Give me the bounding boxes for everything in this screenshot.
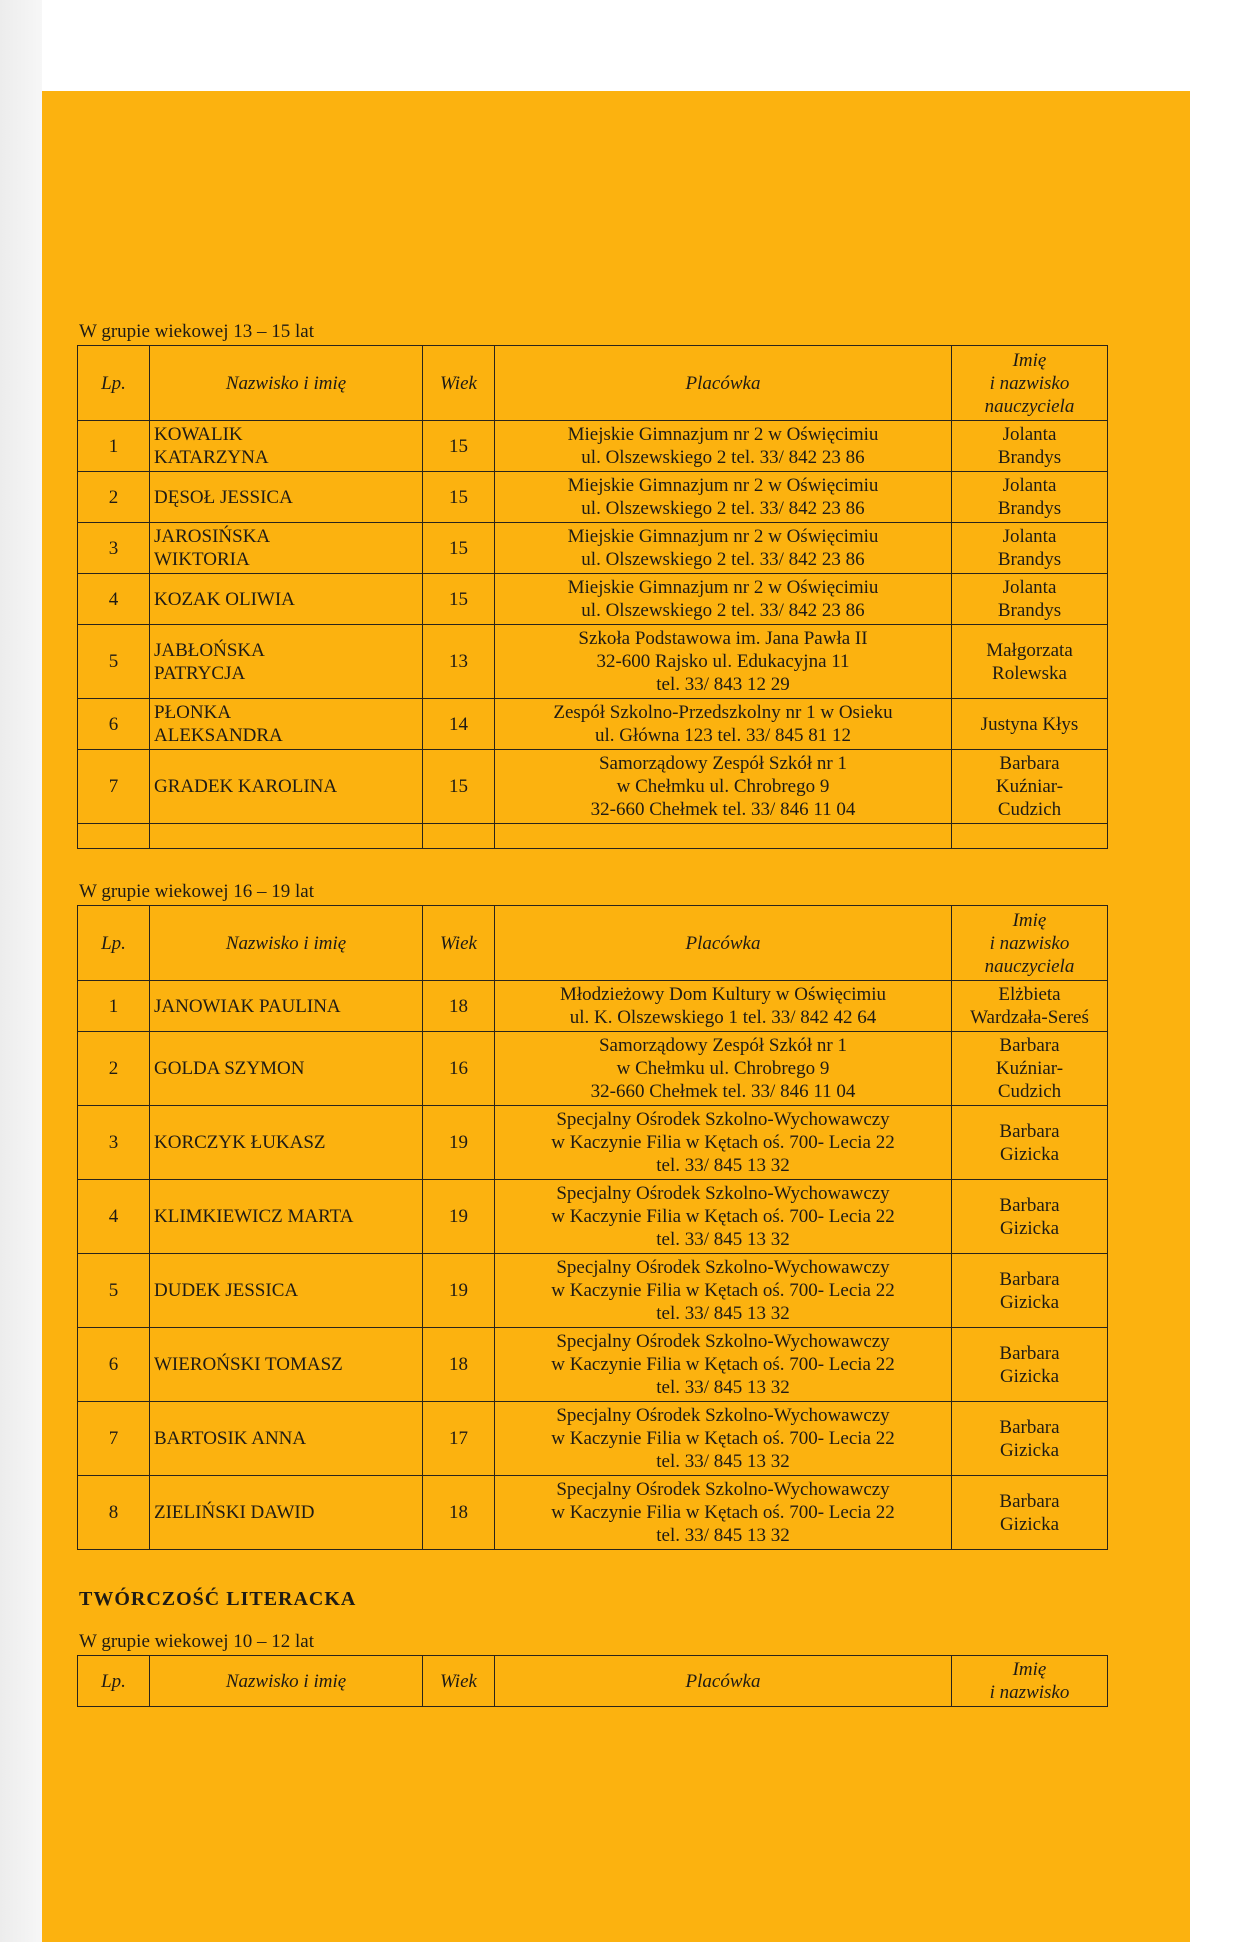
cell-teacher: Barbara Gizicka [952, 1254, 1108, 1328]
cell-teacher: Barbara Gizicka [952, 1476, 1108, 1550]
cell-lp: 6 [78, 1328, 150, 1402]
cell-age: 19 [423, 1106, 495, 1180]
cell-name: ZIELIŃSKI DAWID [150, 1476, 423, 1550]
header-lp: Lp. [78, 906, 150, 981]
empty-cell [423, 824, 495, 849]
cell-name: DUDEK JESSICA [150, 1254, 423, 1328]
table-header-row [78, 1656, 1108, 1707]
cell-lp: 1 [78, 981, 150, 1032]
cell-teacher: Jolanta Brandys [952, 523, 1108, 574]
table-row [78, 1254, 1108, 1328]
table-row [78, 1476, 1108, 1550]
cell-lp: 2 [78, 472, 150, 523]
cell-name: JAROSIŃSKA WIKTORIA [150, 523, 423, 574]
cell-age: 19 [423, 1180, 495, 1254]
table-row [78, 1180, 1108, 1254]
cell-name: KOWALIK KATARZYNA [150, 421, 423, 472]
cell-school: Specjalny Ośrodek Szkolno-Wychowawczy w Kaczynie Filia w Kętach oś. 700- Lecia 22 tel. 33/ 845 13 32 [495, 1106, 952, 1180]
empty-cell [78, 824, 150, 849]
cell-lp: 7 [78, 1402, 150, 1476]
group1-rows [78, 421, 1108, 849]
cell-lp: 8 [78, 1476, 150, 1550]
cell-age: 19 [423, 1254, 495, 1328]
cell-teacher: Barbara Gizicka [952, 1402, 1108, 1476]
cell-name: DĘSOŁ JESSICA [150, 472, 423, 523]
cell-age: 18 [423, 981, 495, 1032]
table-row [78, 574, 1108, 625]
empty-cell [495, 824, 952, 849]
cell-teacher: Jolanta Brandys [952, 472, 1108, 523]
cell-age: 15 [423, 523, 495, 574]
cell-school: Samorządowy Zespół Szkół nr 1 w Chełmku ul. Chrobrego 9 32-660 Chełmek tel. 33/ 846 11 04 [495, 750, 952, 824]
empty-cell [952, 824, 1108, 849]
header-school: Placówka [495, 1656, 952, 1707]
cell-name: JABŁOŃSKA PATRYCJA [150, 625, 423, 699]
cell-lp: 7 [78, 750, 150, 824]
cell-teacher: Justyna Kłys [952, 699, 1108, 750]
cell-school: Miejskie Gimnazjum nr 2 w Oświęcimiu ul. Olszewskiego 2 tel. 33/ 842 23 86 [495, 574, 952, 625]
cell-school: Miejskie Gimnazjum nr 2 w Oświęcimiu ul. Olszewskiego 2 tel. 33/ 842 23 86 [495, 472, 952, 523]
cell-lp: 5 [78, 625, 150, 699]
cell-name: BARTOSIK ANNA [150, 1402, 423, 1476]
table-row [78, 1328, 1108, 1402]
header-school: Placówka [495, 906, 952, 981]
cell-school: Specjalny Ośrodek Szkolno-Wychowawczy w Kaczynie Filia w Kętach oś. 700- Lecia 22 tel. 33/ 845 13 32 [495, 1402, 952, 1476]
cell-lp: 3 [78, 1106, 150, 1180]
table-row [78, 1402, 1108, 1476]
cell-name: GRADEK KAROLINA [150, 750, 423, 824]
table-row [78, 750, 1108, 824]
cell-name: WIEROŃSKI TOMASZ [150, 1328, 423, 1402]
cell-lp: 3 [78, 523, 150, 574]
cell-lp: 5 [78, 1254, 150, 1328]
cell-age: 15 [423, 574, 495, 625]
group2-rows [78, 981, 1108, 1550]
header-name: Nazwisko i imię [150, 1656, 423, 1707]
cell-school: Miejskie Gimnazjum nr 2 w Oświęcimiu ul. Olszewskiego 2 tel. 33/ 842 23 86 [495, 523, 952, 574]
cell-school: Szkoła Podstawowa im. Jana Pawła II 32-600 Rajsko ul. Edukacyjna 11 tel. 33/ 843 12 29 [495, 625, 952, 699]
header-name: Nazwisko i imię [150, 906, 423, 981]
cell-age: 18 [423, 1476, 495, 1550]
cell-lp: 4 [78, 1180, 150, 1254]
header-teacher: Imię i nazwisko nauczyciela [952, 346, 1108, 421]
cell-teacher: Barbara Gizicka [952, 1180, 1108, 1254]
cell-teacher: Barbara Gizicka [952, 1328, 1108, 1402]
cell-teacher: Jolanta Brandys [952, 421, 1108, 472]
empty-cell [150, 824, 423, 849]
group2-caption: W grupie wiekowej 16 – 19 lat [79, 881, 314, 902]
header-teacher: Imię i nazwisko nauczyciela [952, 906, 1108, 981]
group1-table [77, 345, 1108, 849]
cell-teacher: Jolanta Brandys [952, 574, 1108, 625]
cell-school: Młodzieżowy Dom Kultury w Oświęcimiu ul. K. Olszewskiego 1 tel. 33/ 842 42 64 [495, 981, 952, 1032]
cell-school: Specjalny Ośrodek Szkolno-Wychowawczy w Kaczynie Filia w Kętach oś. 700- Lecia 22 tel. 33/ 845 13 32 [495, 1476, 952, 1550]
table-row [78, 421, 1108, 472]
cell-lp: 4 [78, 574, 150, 625]
cell-age: 13 [423, 625, 495, 699]
table-row [78, 1032, 1108, 1106]
header-lp: Lp. [78, 346, 150, 421]
cell-age: 16 [423, 1032, 495, 1106]
cell-name: KOZAK OLIWIA [150, 574, 423, 625]
cell-name: PŁONKA ALEKSANDRA [150, 699, 423, 750]
empty-row [78, 824, 1108, 849]
document-page [42, 91, 1190, 1942]
cell-teacher: Barbara Gizicka [952, 1106, 1108, 1180]
cell-age: 14 [423, 699, 495, 750]
cell-teacher: Małgorzata Rolewska [952, 625, 1108, 699]
cell-age: 15 [423, 750, 495, 824]
header-lp: Lp. [78, 1656, 150, 1707]
cell-teacher: Elżbieta Wardzała-Sereś [952, 981, 1108, 1032]
cell-school: Specjalny Ośrodek Szkolno-Wychowawczy w Kaczynie Filia w Kętach oś. 700- Lecia 22 tel. 33/ 845 13 32 [495, 1254, 952, 1328]
header-age: Wiek [423, 1656, 495, 1707]
table-header-row [78, 906, 1108, 981]
group1-caption: W grupie wiekowej 13 – 15 lat [79, 321, 314, 342]
cell-lp: 2 [78, 1032, 150, 1106]
cell-lp: 6 [78, 699, 150, 750]
group3-caption: W grupie wiekowej 10 – 12 lat [79, 1631, 314, 1652]
page-content [77, 321, 1112, 1707]
cell-teacher: Barbara Kuźniar- Cudzich [952, 750, 1108, 824]
header-school: Placówka [495, 346, 952, 421]
table-row [78, 472, 1108, 523]
cell-age: 18 [423, 1328, 495, 1402]
header-teacher-short: Imię i nazwisko [952, 1656, 1108, 1707]
table-row [78, 625, 1108, 699]
group3-table [77, 1655, 1108, 1707]
table-header-row [78, 346, 1108, 421]
cell-school: Specjalny Ośrodek Szkolno-Wychowawczy w Kaczynie Filia w Kętach oś. 700- Lecia 22 tel. 33/ 845 13 32 [495, 1328, 952, 1402]
cell-age: 15 [423, 421, 495, 472]
cell-name: KLIMKIEWICZ MARTA [150, 1180, 423, 1254]
cell-school: Specjalny Ośrodek Szkolno-Wychowawczy w Kaczynie Filia w Kętach oś. 700- Lecia 22 tel. 33/ 845 13 32 [495, 1180, 952, 1254]
cell-age: 17 [423, 1402, 495, 1476]
table-row [78, 1106, 1108, 1180]
table-row [78, 523, 1108, 574]
cell-name: GOLDA SZYMON [150, 1032, 423, 1106]
cell-lp: 1 [78, 421, 150, 472]
cell-name: KORCZYK ŁUKASZ [150, 1106, 423, 1180]
cell-school: Zespół Szkolno-Przedszkolny nr 1 w Osieku ul. Główna 123 tel. 33/ 845 81 12 [495, 699, 952, 750]
header-age: Wiek [423, 346, 495, 421]
cell-school: Miejskie Gimnazjum nr 2 w Oświęcimiu ul. Olszewskiego 2 tel. 33/ 842 23 86 [495, 421, 952, 472]
cell-name: JANOWIAK PAULINA [150, 981, 423, 1032]
table-row [78, 699, 1108, 750]
section-heading: TWÓRCZOŚĆ LITERACKA [79, 1588, 357, 1610]
header-name: Nazwisko i imię [150, 346, 423, 421]
table-row [78, 981, 1108, 1032]
cell-school: Samorządowy Zespół Szkół nr 1 w Chełmku ul. Chrobrego 9 32-660 Chełmek tel. 33/ 846 11 04 [495, 1032, 952, 1106]
scan-left-edge [0, 0, 42, 1942]
cell-age: 15 [423, 472, 495, 523]
header-age: Wiek [423, 906, 495, 981]
cell-teacher: Barbara Kuźniar- Cudzich [952, 1032, 1108, 1106]
group2-table [77, 905, 1108, 1550]
